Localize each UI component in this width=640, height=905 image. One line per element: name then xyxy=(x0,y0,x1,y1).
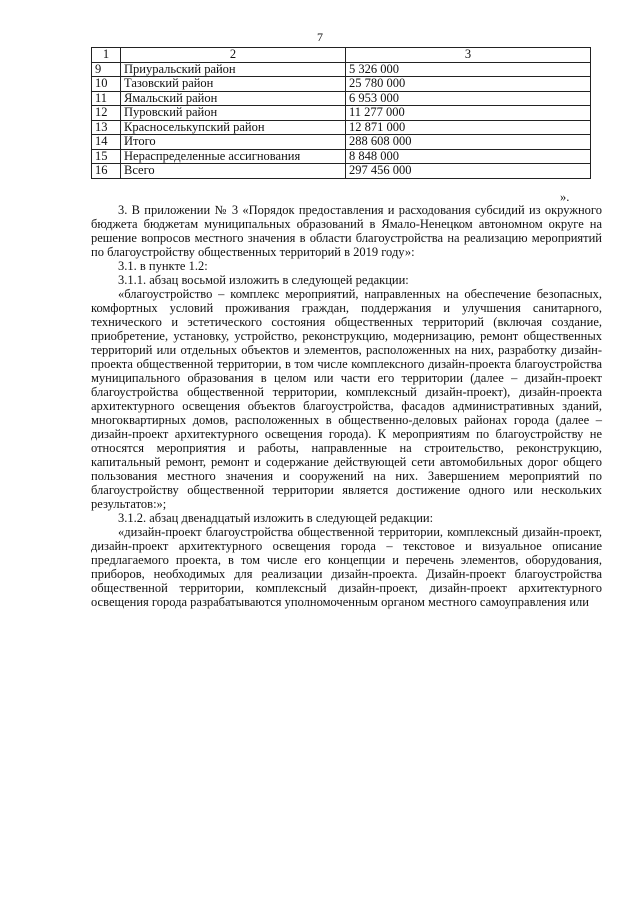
row-amount: 6 953 000 xyxy=(346,91,591,106)
row-name: Всего xyxy=(121,164,346,179)
row-number: 12 xyxy=(92,106,121,121)
row-amount: 12 871 000 xyxy=(346,120,591,135)
header-cell: 3 xyxy=(346,48,591,63)
table-header-row xyxy=(92,48,591,63)
closing-quote: ». xyxy=(560,190,570,204)
table-row xyxy=(92,62,591,77)
page-number: 7 xyxy=(317,30,323,44)
header-cell: 2 xyxy=(121,48,346,63)
row-name: Красноселькупский район xyxy=(121,120,346,135)
table-row xyxy=(92,135,591,150)
header-cell: 1 xyxy=(92,48,121,63)
row-number: 10 xyxy=(92,77,121,92)
paragraph: 3. В приложении № 3 «Порядок предоставления и расходования субсидий из окружного бюджета бюджетам муниципальных образований в Ямало-Ненецком автономном округе на решение вопросов местного значения в области благоустройства на реализацию мероприятий по благоустройству общественных территорий в 2019 году»: xyxy=(91,203,602,259)
paragraph: «дизайн-проект благоустройства общественной территории, комплексный дизайн-проект, дизайн-проект архитектурного освещения города – текстовое и визуальное описание предлагаемого проекта, в том числе его концепции и перечень элементов, оборудования, приборов, необходимых для реализации дизайн-проекта. Дизайн-проект благоустройства общественной территории, комплексный дизайн-проект, дизайн-проект архитектурного освещения города разрабатываются уполномоченным органом местного самоуправления или xyxy=(91,525,602,609)
subsidy-table xyxy=(91,47,591,179)
row-number: 15 xyxy=(92,149,121,164)
paragraph: 3.1. в пункте 1.2: xyxy=(118,259,208,273)
row-name: Ямальский район xyxy=(121,91,346,106)
row-name: Итого xyxy=(121,135,346,150)
row-amount: 297 456 000 xyxy=(346,164,591,179)
row-amount: 5 326 000 xyxy=(346,62,591,77)
paragraph: 3.1.1. абзац восьмой изложить в следующей редакции: xyxy=(118,273,409,287)
row-number: 13 xyxy=(92,120,121,135)
table-row xyxy=(92,77,591,92)
table-row xyxy=(92,164,591,179)
row-number: 11 xyxy=(92,91,121,106)
paragraph: 3.1.2. абзац двенадцатый изложить в следующей редакции: xyxy=(118,511,434,525)
table-row xyxy=(92,106,591,121)
document-body xyxy=(91,203,602,609)
table-row xyxy=(92,149,591,164)
row-amount: 8 848 000 xyxy=(346,149,591,164)
table-row xyxy=(92,91,591,106)
row-name: Нераспределенные ассигнования xyxy=(121,149,346,164)
row-number: 16 xyxy=(92,164,121,179)
row-number: 9 xyxy=(92,62,121,77)
table-row xyxy=(92,120,591,135)
paragraph: «благоустройство – комплекс мероприятий, направленных на обеспечение безопасных, комфортных условий проживания граждан, поддержания и улучшения санитарного, технического и эстетического состояния общественных территорий (включая создание, приобретение, установку, устройство, реконструкцию, модернизацию, ремонт общественных территорий или отдельных объектов и элементов, расположенных на них, разработку дизайн-проекта общественной территории, в том числе комплексного дизайн-проекта благоустройства муниципального образования в целом или части его территории (далее – дизайн-проект благоустройства общественной территории, комплексный дизайн-проект), дизайн-проекта архитектурного освещения объектов благоустройства, фасадов административных зданий, многоквартирных домов, расположенных в общественно-деловых районах города (далее – дизайн-проект архитектурного освещения города). К мероприятиям по благоустройству не относятся мероприятия и работы, направленные на строительство, реконструкцию, капитальный ремонт, ремонт и содержание действующей сети автомобильных дорог общего пользования местного значения и сооружений на них. Завершением мероприятий по благоустройству общественной территории является достижение одного или нескольких результатов:»; xyxy=(91,287,602,511)
row-number: 14 xyxy=(92,135,121,150)
row-name: Приуральский район xyxy=(121,62,346,77)
row-amount: 11 277 000 xyxy=(346,106,591,121)
row-amount: 288 608 000 xyxy=(346,135,591,150)
row-name: Пуровский район xyxy=(121,106,346,121)
row-amount: 25 780 000 xyxy=(346,77,591,92)
row-name: Тазовский район xyxy=(121,77,346,92)
